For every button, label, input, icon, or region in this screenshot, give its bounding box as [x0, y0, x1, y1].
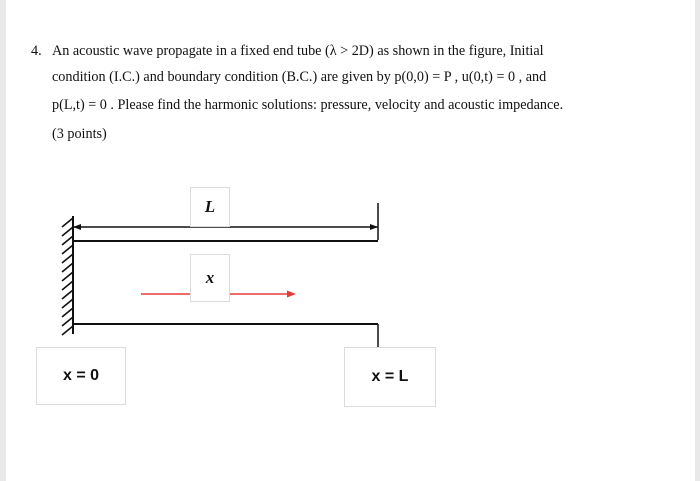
left-end-label-box: [36, 347, 126, 405]
hatch-stroke: [62, 272, 73, 281]
hatch-stroke: [62, 290, 73, 299]
question-text-line-3: p(L,t) = 0 . Please find the harmonic solutions: pressure, velocity and acoustic impedance.: [52, 97, 564, 113]
length-arrowhead-left: [73, 224, 81, 230]
length-arrowhead-right: [370, 224, 378, 230]
hatch-stroke: [62, 281, 73, 290]
right-end-label-box: [344, 347, 436, 407]
length-label: L: [204, 197, 216, 216]
question-text-line-2: condition (I.C.) and boundary condition (B.C.) are given by p(0,0) = P , u(0,t) = 0 , and: [52, 69, 547, 85]
position-label: x: [205, 268, 215, 287]
right-end-label: x = L: [371, 368, 409, 385]
hatch-stroke: [62, 254, 73, 263]
question-number: 4.: [31, 43, 42, 59]
hatch-stroke: [62, 236, 73, 245]
hatch-stroke: [62, 326, 73, 335]
hatch-stroke: [62, 218, 73, 227]
position-label-box: [190, 254, 230, 302]
question-text-line-1: An acoustic wave propagate in a fixed end tube (λ > 2D) as shown in the figure, Initial: [52, 43, 544, 59]
hatch-stroke: [62, 299, 73, 308]
hatch-stroke: [62, 245, 73, 254]
left-end-label: x = 0: [62, 367, 100, 384]
hatch-stroke: [62, 317, 73, 326]
wall-hatching: [62, 218, 73, 335]
hatch-stroke: [62, 227, 73, 236]
length-label-box: [190, 187, 230, 227]
hatch-stroke: [62, 308, 73, 317]
propagation-arrowhead: [287, 291, 296, 298]
question-points: (3 points): [52, 126, 107, 142]
hatch-stroke: [62, 263, 73, 272]
